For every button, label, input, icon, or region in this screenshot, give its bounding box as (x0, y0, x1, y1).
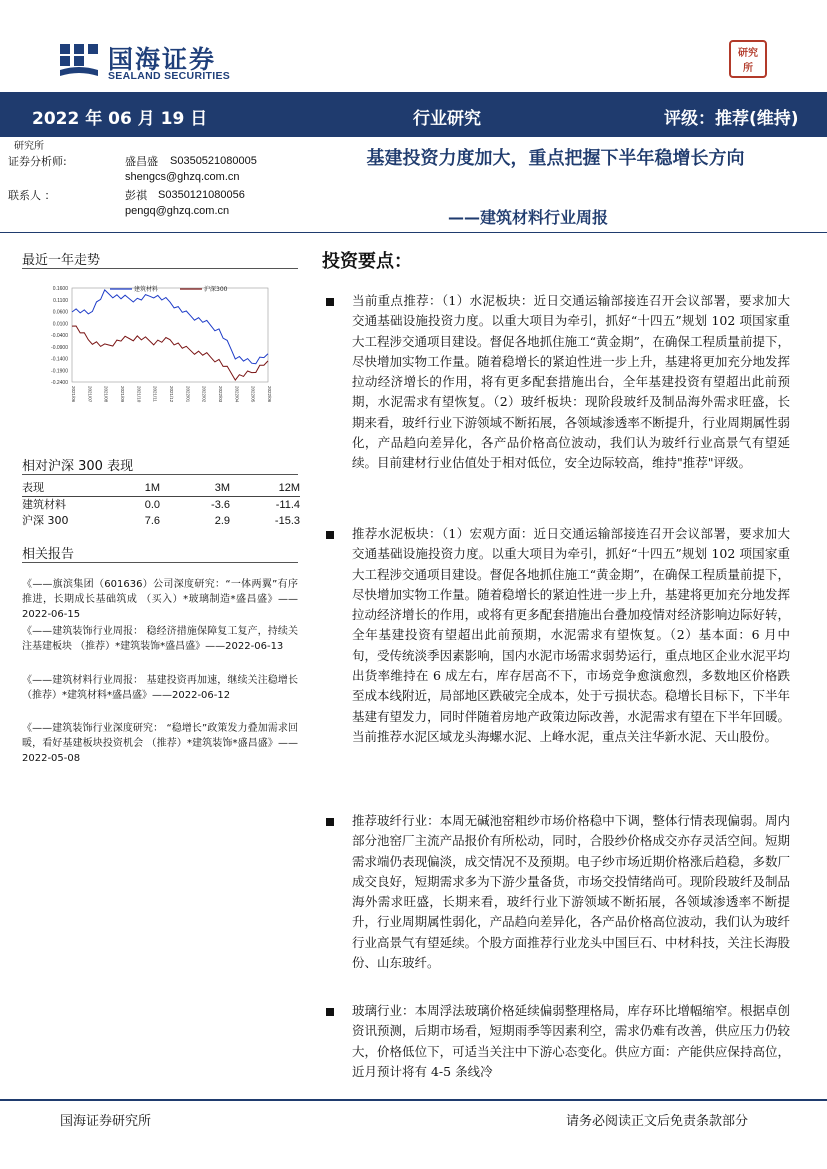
header-divider (0, 232, 827, 233)
perf-col-12m: 12M (230, 480, 300, 497)
x-tick-label: 2022/06 (267, 386, 272, 403)
x-tick-label: 2022/01 (185, 386, 191, 403)
report-date: 2022 年 06 月 19 日 (32, 109, 208, 129)
company-name-en: SEALAND SECURITIES (108, 70, 231, 82)
y-tick-label: 0.0100 (52, 321, 68, 328)
x-tick-label: 2021/06 (71, 386, 76, 403)
contact-id: S0350121080056 (158, 189, 245, 201)
x-tick-label: 2022/05 (250, 386, 256, 403)
bullet-icon (326, 1008, 334, 1016)
bullet-icon (326, 298, 334, 306)
perf-cell: -11.4 (275, 499, 300, 511)
analyst-name: 盛昌盛 (125, 155, 158, 168)
series-lines (72, 290, 268, 380)
contact-name: 彭祺 (125, 189, 147, 202)
legend-label-series1: 建筑材料 (134, 286, 159, 293)
reports-heading: 相关报告 (22, 547, 75, 562)
perf-divider (22, 474, 298, 475)
y-tick-label: 0.0600 (52, 309, 68, 316)
perf-header-row (22, 480, 300, 497)
x-tick-label: 2021/10 (136, 386, 142, 403)
perf-cell: 7.6 (144, 515, 160, 527)
perf-col-1m: 1M (112, 480, 160, 497)
invest-paragraph: 玻璃行业：本周浮法玻璃价格延续偏弱整理格局，库存环比增幅缩窄。根据卓创资讯预测，后期市场看，短期雨季等因素利空，需求仍难有改善，供应压力仍较大，价格低位下，可适当关注中下游心态变化。供应方面：产能供应保持高位，近月预计将有 4-5 条线冷 (352, 1003, 790, 1079)
x-tick-label: 2021/08 (103, 386, 109, 403)
legend-label-series2: 沪深300 (204, 286, 228, 293)
perf-cell: 建筑材料 (22, 498, 66, 511)
perf-table (22, 480, 300, 529)
perf-col-3m: 3M (160, 480, 230, 497)
report-subtitle: ——建筑材料行业周报 (448, 208, 609, 227)
invest-paragraph: 推荐水泥板块：（1）宏观方面：近日交通运输部接连召开会议部署，要求加大交通基础设施投资力度。以重大项目为牵引，抓好“十四五”规划 102 项国家重大工程涉交通项目建设。督促各地抓住施工“黄金期”，在确保工程质量前提下，尽快增加实物工作量。随着稳增长的紧迫性进一步上升，基建将更加充分地发挥拉动经济增长的作用，或将有更多配套措施出台叠加疫情对经济影响边际好转，全年基建投资有望超出此前预期，水泥需求有望恢复。（2）基本面：6 月中旬，受传统淡季因素影响，国内水泥市场需求弱势运行，重点地区企业水泥平均出货率维持在 6 成左右，库存居高不下，市场竞争愈演愈烈，多数地区价格跌至成本线附近，局部地区跌破完全成本，处于亏损状态。稳增长目标下，下半年基建有望发力，同时伴随着房地产政策边际改善，水泥需求有望在下半年回暖。当前推荐水泥区域龙头海螺水泥、上峰水泥，重点关注华新水泥、天山股份。 (352, 526, 790, 744)
perf-col-label: 表现 (22, 480, 112, 497)
y-tick-label: -0.0400 (51, 333, 68, 339)
rating: 评级：推荐(维持) (664, 109, 799, 129)
bullet-icon (326, 531, 334, 539)
x-tick-label: 2021/09 (120, 386, 125, 403)
invest-paragraph: 推荐玻纤行业：本周无碱池窑粗纱市场价格稳中下调，整体行情表现偏弱。周内部分池窑厂主流产品报价有所松动，同时，合股纱价格成交亦存灵活空间。短期需求端仍表现偏淡，成交情况不及预期。电子纱市场近期价格涨后趋稳，多数厂成交良好，短期需求多为下游少量备货，市场交投情绪尚可。现阶段玻纤及制品海外需求旺盛，长期来看，玻纤行业下游领域不断拓展，各领域渗透率不断提升，行业周期属性弱化，产品趋向差异化，各产品价格高位波动，我们认为玻纤行业高景气有望延续。个股方面推荐行业龙头中国巨石、中材科技，关注长海股份、山东玻纤。 (352, 813, 790, 971)
x-tick-label: 2021/07 (87, 386, 93, 403)
perf-cell: 2.9 (214, 515, 230, 527)
x-tick-label: 2021/12 (169, 386, 174, 403)
research-seal-icon (729, 40, 767, 78)
invest-heading: 投资要点： (322, 251, 412, 272)
x-tick-label: 2022/03 (218, 386, 223, 403)
perf-cell: -3.6 (211, 499, 230, 511)
trend-heading: 最近一年走势 (22, 253, 101, 268)
y-tick-label: -0.1900 (51, 368, 68, 375)
dept-label: 研究所 (14, 141, 44, 152)
y-tick-label: 0.1100 (53, 297, 68, 304)
trend-chart (20, 280, 280, 410)
footer-disclaimer: 请务必阅读正文后免责条款部分 (566, 1114, 749, 1129)
perf-row (22, 513, 300, 529)
y-tick-label: 0.1600 (52, 286, 68, 292)
footer-divider (0, 1099, 827, 1101)
y-axis-ticks (51, 286, 68, 386)
perf-cell: 沪深 300 (22, 514, 69, 527)
x-tick-label: 2022/04 (234, 386, 240, 403)
perf-cell: 0.0 (144, 499, 160, 511)
related-report-item[interactable]: 《——建筑装饰行业周报： 稳经济措施保障复工复产，持续关注基建板块 （推荐）*建筑装饰*盛昌盛》——2022-06-13 (22, 626, 298, 652)
y-tick-label: -0.1400 (51, 356, 68, 363)
company-name-cn: 国海证券 (108, 45, 217, 74)
invest-paragraph: 当前重点推荐：（1）水泥板块：近日交通运输部接连召开会议部署，要求加大交通基础设施投资力度。以重大项目为牵引，抓好“十四五”规划 102 项国家重大工程涉交通项目建设。督促各地抓住施工“黄金期”，在确保工程质量前提下，尽快增加实物工作量。随着稳增长的紧迫性进一步上升，基建将更加充分地发挥拉动经济增长的作用，将有更多配套措施出台，全年基建投资有望超出此前预期，水泥需求有望恢复。（2）玻纤板块：现阶段玻纤及制品海外需求旺盛，长期来看，玻纤行业下游领域不断拓展，各领域渗透率不断提升，行业周期属性弱化，产品趋向差异化，各产品价格高位波动，我们认为玻纤行业高景气有望延续。目前建材行业估值处于相对低位，安全边际较高，维持"推荐"评级。 (352, 293, 790, 471)
sealand-logo-icon (58, 42, 100, 78)
x-axis-ticks (71, 386, 272, 403)
contact-label: 联系人 ： (8, 189, 56, 202)
analyst-email: shengcs@ghzq.com.cn (125, 171, 240, 183)
x-tick-label: 2021/11 (152, 386, 158, 402)
y-tick-label: -0.2400 (51, 380, 68, 386)
related-report-item[interactable]: 《——旗滨集团（601636）公司深度研究：“一体两翼”有序推进，长期成长基础筑成 （买入）*玻璃制造*盛昌盛》——2022-06-15 (22, 579, 298, 620)
trend-divider (22, 268, 298, 269)
reports-divider (22, 562, 298, 563)
series-line-1 (72, 290, 268, 364)
perf-heading: 相对沪深 300 表现 (22, 459, 134, 474)
y-tick-label: -0.0900 (51, 344, 68, 351)
svg-text:所: 所 (743, 63, 753, 74)
perf-cell: -15.3 (274, 515, 300, 527)
footer-org: 国海证券研究所 (60, 1114, 152, 1129)
x-tick-label: 2022/02 (201, 386, 207, 403)
report-title: 基建投资力度加大，重点把握下半年稳增长方向 (366, 148, 745, 169)
bullet-icon (326, 818, 334, 826)
svg-text:研究: 研究 (738, 48, 758, 59)
analyst-label: 证券分析师: (8, 155, 67, 168)
report-category: 行业研究 (413, 109, 481, 129)
related-report-item[interactable]: 《——建筑装饰行业深度研究： “稳增长”政策发力叠加需求回暖，看好基建板块投资机会 （推荐）*建筑装饰*盛昌盛》——2022-05-08 (22, 723, 298, 764)
contact-email: pengq@ghzq.com.cn (125, 205, 230, 217)
series-line-2 (72, 326, 268, 380)
related-report-item[interactable]: 《——建筑材料行业周报： 基建投资再加速，继续关注稳增长 （推荐）*建筑材料*盛昌盛》——2022-06-12 (22, 675, 298, 701)
analyst-id: S0350521080005 (170, 155, 257, 167)
perf-row (22, 497, 300, 514)
